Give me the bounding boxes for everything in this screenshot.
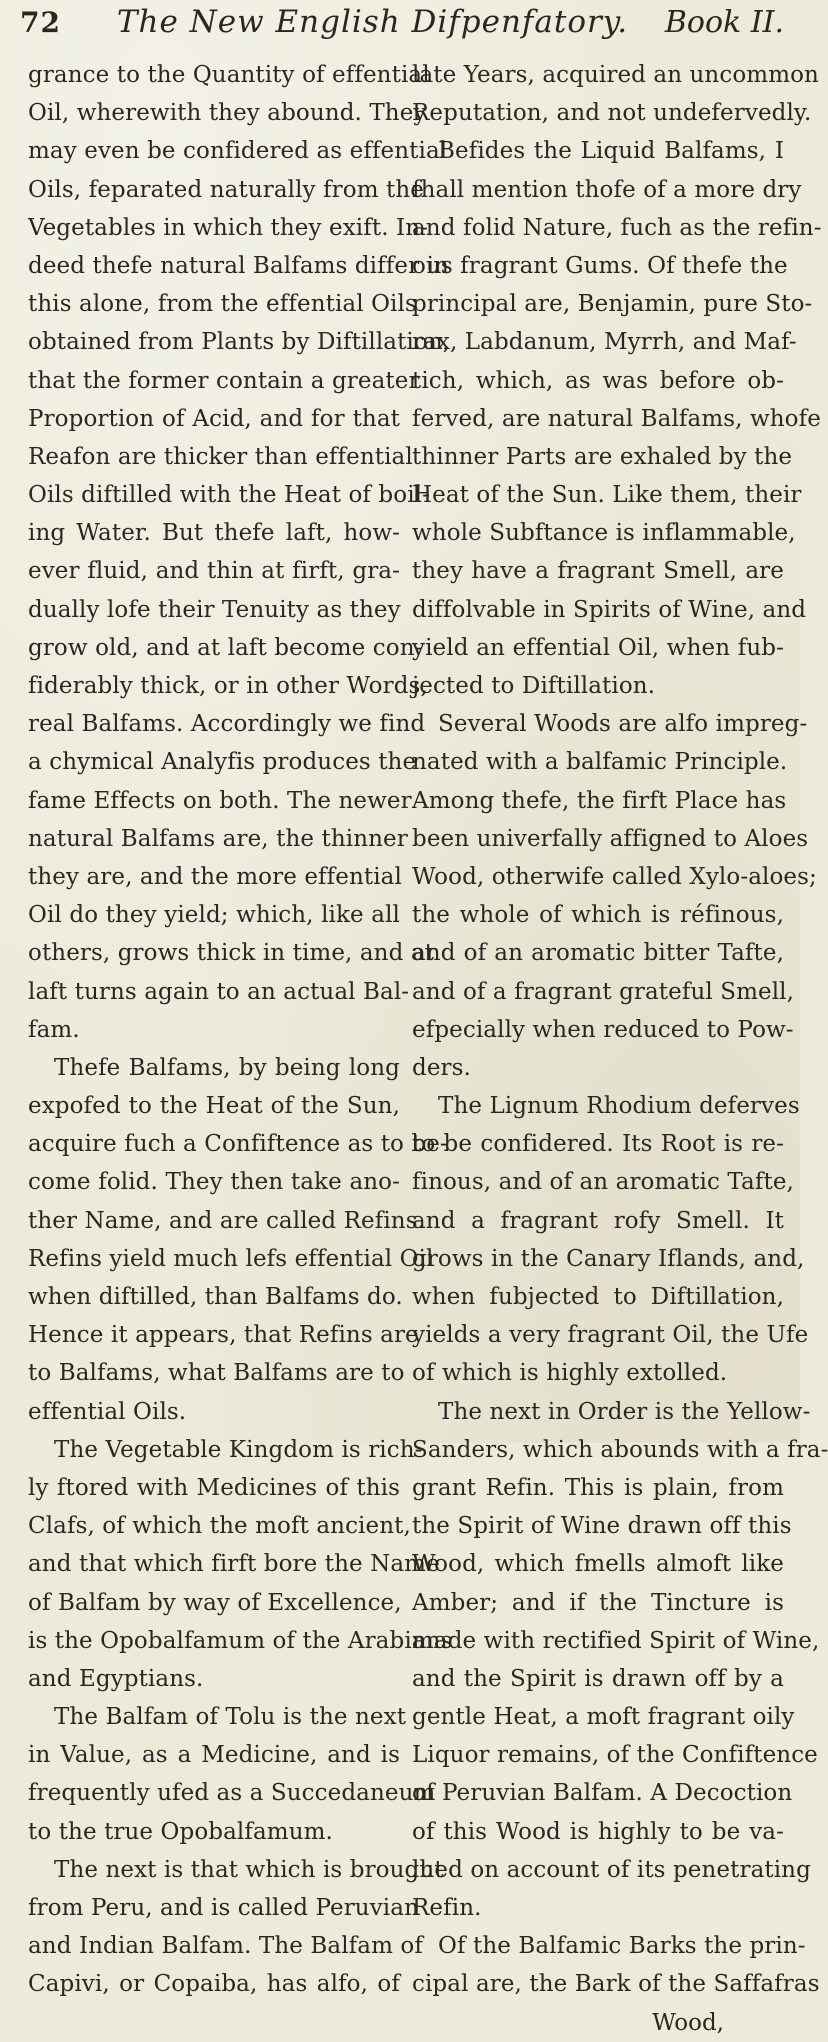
text-line: acquire fuch a Confiftence as to be- — [28, 1131, 448, 1158]
text-line: principal are, Benjamin, pure Sto- — [412, 291, 813, 318]
text-line: is the Opobalfamum of the Arabians — [28, 1627, 453, 1654]
text-line: to be confidered. Its Root is re- — [412, 1131, 784, 1158]
text-line: of this Wood is highly to be va- — [412, 1818, 784, 1845]
text-line: expofed to the Heat of the Sun, — [28, 1093, 400, 1120]
text-line: The next in Order is the Yellow- — [438, 1398, 811, 1425]
text-line: Liquor remains, of the Confiftence — [412, 1742, 818, 1769]
text-line: Sanders, which abounds with a fra- — [412, 1436, 828, 1463]
text-line: the whole of which is réfinous, — [412, 902, 784, 929]
text-line: Oil, wherewith they abound. They — [28, 100, 427, 127]
text-line: to the true Opobalfamum. — [28, 1818, 333, 1845]
text-line: this alone, from the effential Oils — [28, 291, 417, 318]
text-line: Reafon are thicker than effential — [28, 443, 413, 470]
text-line: grant Refin. This is plain, from — [412, 1474, 784, 1501]
text-line: late Years, acquired an uncommon — [412, 62, 819, 88]
text-line: Of the Balfamic Barks the prin- — [438, 1933, 806, 1960]
text-line: grow old, and at laft become con- — [28, 634, 423, 661]
text-line: Heat of the Sun. Like them, their — [412, 482, 802, 509]
text-line: jected to Diftillation. — [412, 673, 656, 699]
text-line: Hence it appears, that Refins are — [28, 1322, 419, 1349]
text-line: and Egyptians. — [28, 1665, 204, 1692]
page-number: 72 — [20, 6, 61, 39]
text-line: Oil do they yield; which, like all — [28, 902, 400, 929]
text-line: yield an effential Oil, when fub- — [412, 634, 784, 661]
text-line: of Peruvian Balfam. A Decoction — [412, 1780, 793, 1807]
text-line: The Balfam of Tolu is the next — [54, 1704, 407, 1731]
text-line: fiderably thick, or in other Words, — [28, 673, 428, 699]
text-line: nated with a balfamic Principle. — [412, 749, 788, 776]
text-line: gentle Heat, a moft fragrant oily — [412, 1704, 795, 1731]
text-line: Oils diftilled with the Heat of boil- — [28, 482, 430, 509]
text-line: Capivi, or Copaiba, has alfo, of — [28, 1971, 400, 1998]
text-line: deed thefe natural Balfams differ in — [28, 252, 449, 279]
text-line: Among thefe, the firft Place has — [412, 787, 787, 814]
text-line: The next is that which is brought — [54, 1856, 444, 1883]
text-line: Proportion of Acid, and for that — [28, 405, 400, 432]
text-line: Clafs, of which the moft ancient, — [28, 1513, 411, 1540]
text-line: Several Woods are alfo impreg- — [438, 711, 808, 738]
text-line: lued on account of its penetrating — [412, 1856, 811, 1883]
text-line: grance to the Quantity of effential — [28, 62, 430, 88]
text-line: ous fragrant Gums. Of thefe the — [412, 252, 788, 279]
text-line: Vegetables in which they exift. In- — [28, 214, 429, 241]
text-line: effential Oils. — [28, 1398, 187, 1425]
text-line: The Vegetable Kingdom is rich- — [54, 1436, 423, 1463]
text-line: Refins yield much lefs effential Oil — [28, 1245, 434, 1272]
text-line: made with rectified Spirit of Wine, — [412, 1627, 820, 1654]
text-line: ferved, are natural Balfams, whofe — [412, 405, 821, 432]
text-line: thinner Parts are exhaled by the — [412, 443, 793, 470]
text-line: come folid. They then take ano- — [28, 1169, 400, 1196]
text-line: tich, which, as was before ob- — [412, 367, 784, 394]
text-line: to Balfams, what Balfams are to — [28, 1360, 405, 1387]
text-line: frequently ufed as a Succedaneum — [28, 1780, 436, 1807]
text-line: ing Water. But thefe laft, how- — [28, 520, 400, 547]
text-line: obtained from Plants by Diftillation, — [28, 329, 451, 356]
text-line: fam. — [28, 1016, 80, 1043]
text-line: rax, Labdanum, Myrrh, and Maf- — [412, 329, 797, 356]
text-line: The Lignum Rhodium deferves — [438, 1093, 800, 1120]
text-line: ly ftored with Medicines of this — [28, 1474, 400, 1501]
text-columns — [20, 56, 828, 2042]
text-line: Refin. — [412, 1895, 482, 1921]
text-line: Oils, feparated naturally from the — [28, 176, 424, 203]
catchword: Wood, — [652, 2009, 724, 2036]
text-line: cipal are, the Bark of the Saffafras — [412, 1971, 820, 1998]
text-line: Amber; and if the Tincture is — [412, 1589, 784, 1616]
text-line: Befides the Liquid Balfams, I — [438, 138, 784, 165]
right-column — [404, 56, 828, 2042]
text-line: and Indian Balfam. The Balfam of — [28, 1933, 423, 1960]
text-line: and folid Nature, fuch as the refin- — [412, 214, 822, 241]
text-line: and the Spirit is drawn off by a — [412, 1665, 784, 1692]
text-line: they are, and the more effential — [28, 863, 402, 890]
running-head — [20, 4, 784, 56]
text-line: been univerfally affigned to Aloes — [412, 825, 809, 852]
text-line: whole Subftance is inflammable, — [412, 520, 796, 547]
text-line: efpecially when reduced to Pow- — [412, 1016, 794, 1043]
text-line: may even be confidered as effential — [28, 138, 448, 165]
text-line: dually lofe their Tenuity as they — [28, 596, 401, 623]
text-line: that the former contain a greater — [28, 367, 420, 394]
text-line: Reputation, and not undefervedly. — [412, 100, 812, 127]
text-line: and that which firft bore the Name — [28, 1551, 440, 1578]
text-line: of Balfam by way of Excellence, — [28, 1589, 402, 1616]
text-line: they have a fragrant Smell, are — [412, 558, 784, 585]
text-line: Wood, otherwife called Xylo-aloes; — [412, 863, 817, 890]
text-line: Thefe Balfams, by being long — [54, 1054, 400, 1081]
text-line: when diftilled, than Balfams do. — [28, 1284, 403, 1310]
text-line: in Value, as a Medicine, and is — [28, 1742, 400, 1769]
text-line: fhall mention thofe of a more dry — [412, 176, 802, 203]
text-line: and of a fragrant grateful Smell, — [412, 978, 795, 1005]
text-line: diffolvable in Spirits of Wine, and — [412, 596, 807, 623]
text-line: and a fragrant rofy Smell. It — [412, 1207, 784, 1234]
text-line: real Balfams. Accordingly we find — [28, 711, 426, 738]
book-label: Book II. — [664, 5, 784, 40]
text-line: laft turns again to an actual Bal- — [28, 978, 410, 1005]
text-line: a chymical Analyfis produces the — [28, 749, 417, 776]
running-title: The New English Difpenfatory. — [116, 4, 629, 40]
text-line: fame Effects on both. The newer — [28, 787, 412, 814]
text-line: and of an aromatic bitter Tafte, — [412, 940, 784, 967]
text-line: others, grows thick in time, and at — [28, 940, 434, 967]
text-line: natural Balfams are, the thinner — [28, 825, 408, 852]
text-line: grows in the Canary Iflands, and, — [412, 1245, 805, 1272]
text-line: ders. — [412, 1054, 471, 1081]
text-line: Wood, which fmells almoft like — [412, 1551, 784, 1578]
text-line: of which is highly extolled. — [412, 1360, 728, 1387]
text-line: ever fluid, and thin at firft, gra- — [28, 558, 400, 585]
text-line: from Peru, and is called Peruvian — [28, 1895, 419, 1921]
text-line: ther Name, and are called Refins. — [28, 1207, 426, 1234]
text-line: finous, and of an aromatic Tafte, — [412, 1169, 794, 1196]
text-line: yields a very fragrant Oil, the Ufe — [412, 1322, 809, 1349]
text-line: the Spirit of Wine drawn off this — [412, 1513, 792, 1540]
text-line: when fubjected to Diftillation, — [412, 1284, 784, 1310]
